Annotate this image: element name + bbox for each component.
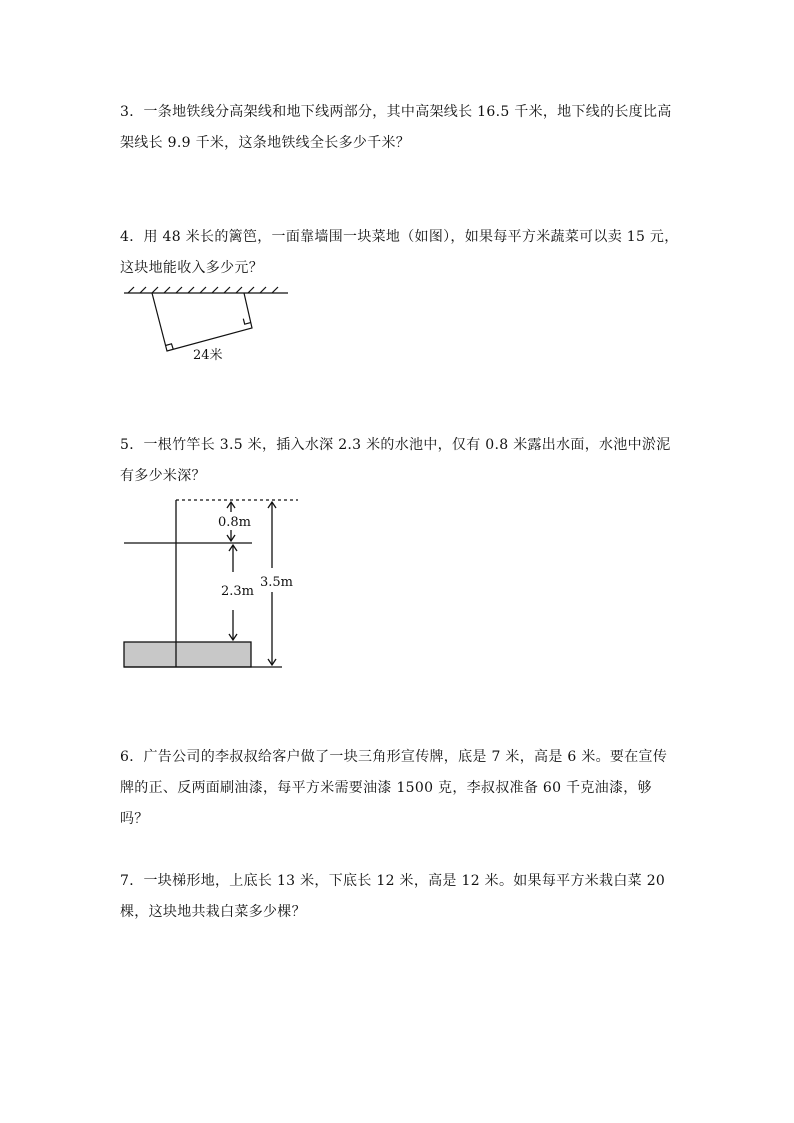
question-3: 3．一条地铁线分高架线和地下线两部分，其中高架线长 16.5 千米，地下线的长度比高架线长 9.9 千米，这条地铁线全长多少千米？ — [120, 104, 672, 151]
label-water-depth: 2.3m — [221, 584, 255, 599]
mud-layer — [124, 642, 251, 667]
fence-length-label: 24米 — [193, 348, 223, 363]
question-6: 6．广告公司的李叔叔给客户做了一块三角形宣传牌，底是 7 米，高是 6 米。要在宣传牌的正、反两面刷油漆，每平方米需要油漆 1500 克，李叔叔准备 60 千克油漆，够吗？ — [120, 749, 668, 827]
label-above-water: 0.8m — [218, 515, 252, 530]
question-4: 4．用 48 米长的篱笆，一面靠墙围一块菜地（如图），如果每平方米蔬菜可以卖 15 元，这块地能收入多少元？ — [120, 229, 679, 276]
question-7: 7．一块梯形地，上底长 13 米，下底长 12 米，高是 12 米。如果每平方米栽白菜 20 棵，这块地共栽白菜多少棵？ — [120, 873, 666, 920]
label-pole-length: 3.5m — [260, 575, 294, 590]
question-5: 5．一根竹竿长 3.5 米，插入水深 2.3 米的水池中，仅有 0.8 米露出水面，水池中淤泥有多少米深？ — [120, 437, 671, 484]
